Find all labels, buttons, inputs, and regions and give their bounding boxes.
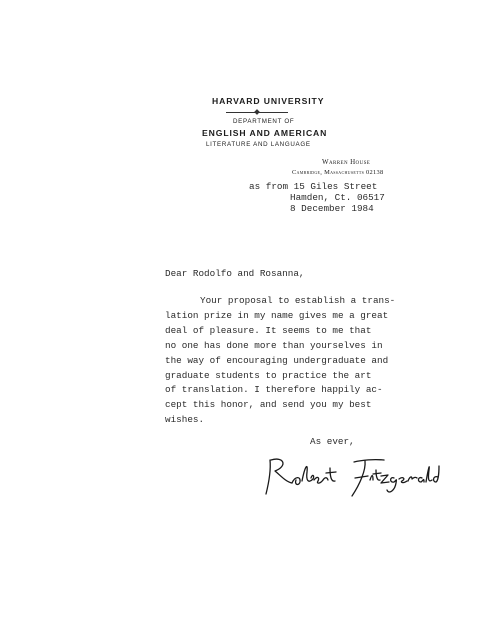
body-line: Your proposal to establish a trans- — [200, 295, 396, 306]
body-line: the way of encouraging undergraduate and — [165, 354, 389, 366]
body-line: of translation. I therefore happily ac- — [165, 384, 383, 396]
sender-address-line-2: Hamden, Ct. 06517 — [290, 192, 385, 203]
letterhead-university: HARVARD UNIVERSITY — [212, 96, 325, 106]
letter-body — [165, 294, 395, 428]
letterhead-department: ENGLISH AND AMERICAN — [202, 128, 328, 138]
body-line: cept this honor, and send you my best — [165, 399, 372, 411]
body-line: graduate students to practice the art — [165, 369, 372, 381]
salutation: Dear Rodolfo and Rosanna, — [165, 268, 305, 279]
letterhead-subtitle: LITERATURE AND LANGUAGE — [206, 141, 311, 148]
address-city: Cambridge, Massachusetts 02138 — [292, 169, 384, 176]
sender-address-line-1: as from 15 Giles Street — [249, 181, 378, 192]
body-line: no one has done more than yourselves in — [165, 339, 383, 351]
letter-date: 8 December 1984 — [290, 203, 374, 214]
letterhead-ornament — [254, 109, 260, 115]
handwritten-signature — [262, 452, 442, 502]
body-line: deal of pleasure. It seems to me that — [165, 324, 372, 336]
letterhead-department-of: DEPARTMENT OF — [233, 118, 295, 125]
body-line: wishes. — [165, 414, 205, 426]
closing: As ever, — [310, 436, 355, 447]
body-line: lation prize in my name gives me a great — [165, 309, 389, 321]
address-house: Warren House — [322, 158, 371, 166]
